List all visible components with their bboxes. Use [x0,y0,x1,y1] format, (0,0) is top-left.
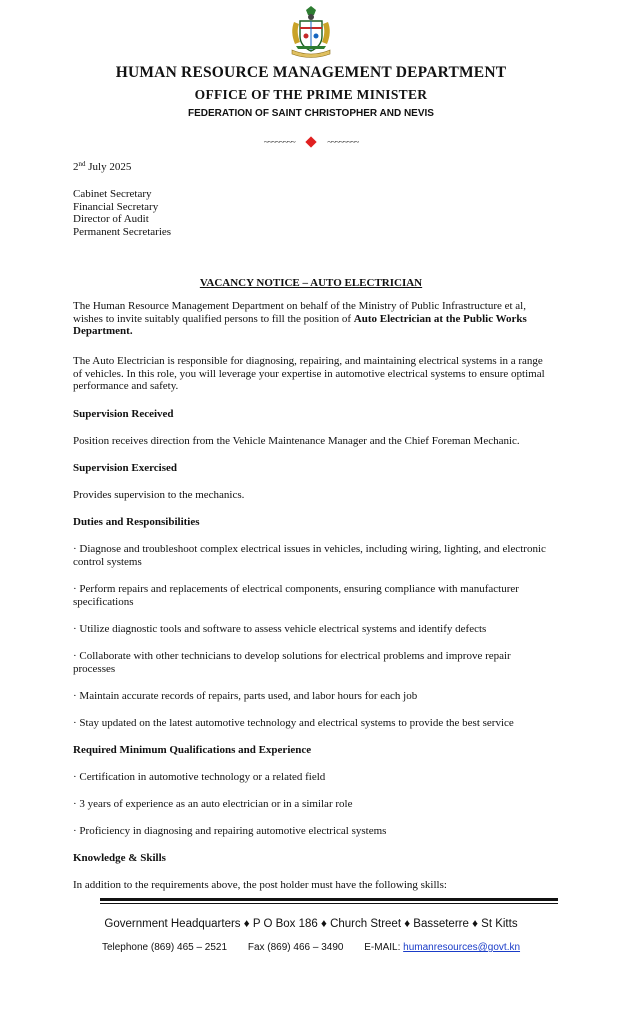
duty-item: · Maintain accurate records of repairs, parts used, and labor hours for each job [73,690,418,702]
coat-of-arms-icon [286,6,336,58]
duty-item: · Perform repairs and replacements of electrical components, ensuring compliance with manufacturer specifications [73,583,519,608]
summary-paragraph: The Auto Electrician is responsible for diagnosing, repairing, and maintaining electrical systems in a range of vehicles. In this role, you will leverage your expertise in automotive electrical systems to ensure optimal performance and safety. [73,355,545,392]
federation-heading: FEDERATION OF SAINT CHRISTOPHER AND NEVIS [188,108,434,119]
duty-item: · Utilize diagnostic tools and software to assess vehicle electrical systems and identify defects [73,623,487,635]
footer-rule-thick [100,898,558,901]
footer-address: Government Headquarters ♦ P O Box 186 ♦ Church Street ♦ Basseterre ♦ St Kitts [104,918,518,930]
qualification-item: · 3 years of experience as an auto electrician or in a similar role [73,798,353,810]
date-day: 2 [73,161,79,173]
knowledge-text: In addition to the requirements above, the post holder must have the following skills: [73,879,447,891]
intro-text: The Human Resource Management Department on behalf of the Ministry of Public Infrastructure et al, wishes to invite suitably qualified persons to fill the position of [73,300,526,325]
ornament-left: ~~~~~~~~ [263,136,295,147]
duty-item: · Diagnose and troubleshoot complex electrical issues in vehicles, including wiring, lighting, and electronic control systems [73,543,546,568]
recipient: Director of Audit [73,213,149,225]
knowledge-heading: Knowledge & Skills [73,852,166,864]
duty-item: · Collaborate with other technicians to develop solutions for electrical problems and improve repair processes [73,650,511,675]
supervision-exercised-heading: Supervision Exercised [73,462,178,474]
qualifications-heading: Required Minimum Qualifications and Experience [73,744,312,756]
footer-telephone: Telephone (869) 465 – 2521 [101,942,228,953]
footer-contact [0,942,622,953]
notice-title: VACANCY NOTICE – AUTO ELECTRICIAN [199,277,423,289]
email-link[interactable]: humanresources@govt.kn [403,942,521,953]
header-ornament [0,136,622,147]
email-label: E-MAIL: [364,942,404,953]
department-heading: HUMAN RESOURCE MANAGEMENT DEPARTMENT [115,64,507,81]
duty-item: · Stay updated on the latest automotive technology and electrical systems to provide the best service [73,717,514,729]
qualification-item: · Certification in automotive technology or a related field [73,771,326,783]
supervision-received-heading: Supervision Received [73,408,174,420]
letter-date [73,161,551,174]
supervision-received-text: Position receives direction from the Vehicle Maintenance Manager and the Chief Foreman Mechanic. [73,435,520,447]
footer-rule-thin [100,903,558,904]
red-diamond-icon [305,136,316,147]
recipient: Cabinet Secretary [73,188,152,200]
ornament-right: ~~~~~~~~ [327,136,359,147]
recipient: Permanent Secretaries [73,225,172,238]
intro-paragraph [73,300,551,338]
recipient-list [73,188,551,238]
date-suffix: nd [78,160,86,168]
recipient: Financial Secretary [73,200,159,213]
duties-heading: Duties and Responsibilities [73,516,200,528]
footer-email [364,942,520,953]
qualification-item: · Proficiency in diagnosing and repairing automotive electrical systems [73,825,387,837]
date-rest: July 2025 [85,161,132,173]
intro-bold: Auto Electrician at the Public Works Department. [73,312,527,337]
footer-fax: Fax (869) 466 – 3490 [247,942,344,953]
office-heading: OFFICE OF THE PRIME MINISTER [194,87,428,102]
supervision-exercised-text: Provides supervision to the mechanics. [73,489,245,501]
